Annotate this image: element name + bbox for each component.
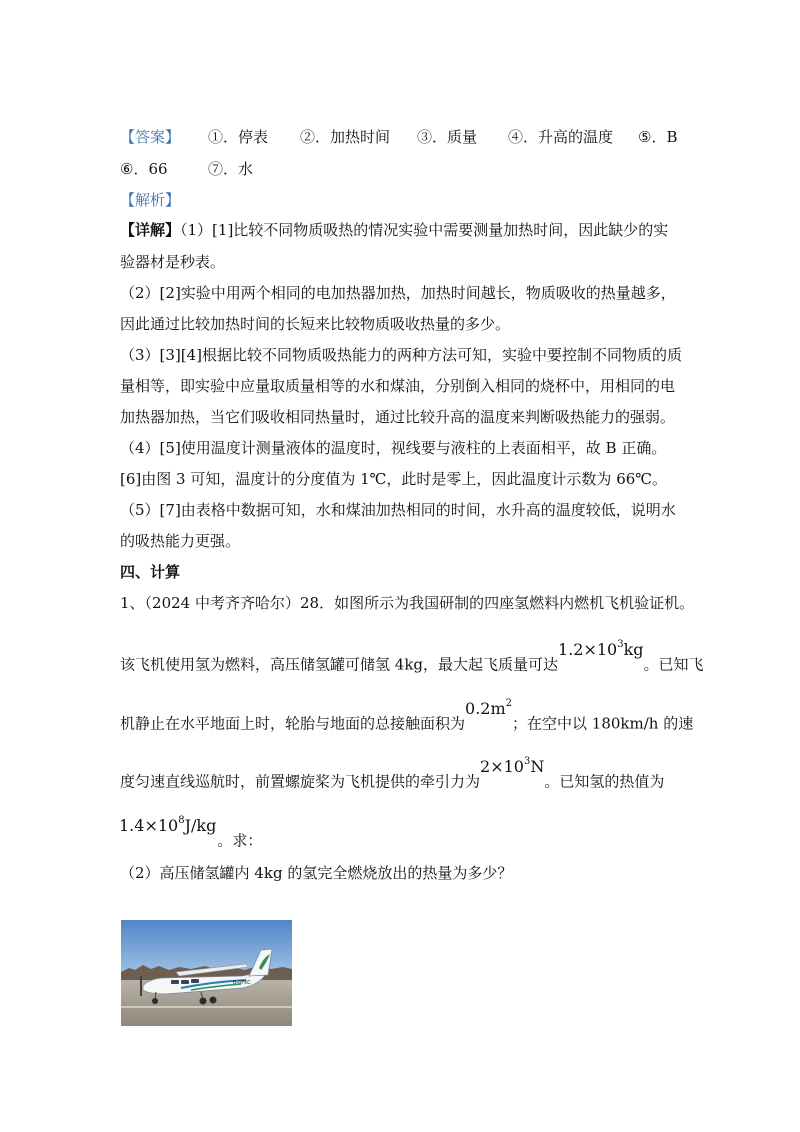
answer-item-4: ④．升高的温度 bbox=[508, 128, 614, 146]
detail-line-10: （5）[7]由表格中数据可知，水和煤油加热相同的时间，水升高的温度较低，说明水 bbox=[120, 501, 676, 519]
detail-line-6: 量相等，即实验中应量取质量相等的水和煤油，分别倒入相同的烧杯中，用相同的电 bbox=[120, 377, 676, 395]
answer-line-2 bbox=[120, 158, 690, 180]
problem-text: 机静止在水平地面上时，轮胎与地面的总接触面积为 bbox=[120, 714, 466, 733]
answer-item-2: ②．加热时间 bbox=[300, 128, 391, 146]
detail-line-8: （4）[5]使用温度计测量液体的温度时，视线要与液柱的上表面相平，故 B 正确。 bbox=[120, 439, 667, 457]
detail-line-4: 因此通过比较加热时间的长短来比较物质吸收热量的多少。 bbox=[120, 315, 511, 333]
detail-text: （1）[1]比较不同物质吸热的情况实验中需要测量加热时间，因此缺少的实 bbox=[180, 221, 669, 239]
problem-text: 。已知氢的热值为 bbox=[544, 772, 665, 791]
answer-label: 【答案】 bbox=[120, 128, 181, 146]
detail-line-2: 验器材是秒表。 bbox=[120, 253, 226, 271]
problem-text: 。求： bbox=[217, 831, 263, 850]
problem-text: 。已知飞 bbox=[643, 655, 704, 674]
problem-text: 该飞机使用氢为燃料，高压储氢罐可储氢 4kg，最大起飞质量可达 bbox=[120, 655, 559, 674]
answer-item-6: ⑥．66 bbox=[120, 160, 168, 178]
detail-line-11: 的吸热能力更强。 bbox=[120, 532, 241, 550]
problem-text: 度匀速直线巡航时，前置螺旋桨为飞机提供的牵引力为 bbox=[120, 772, 481, 791]
detail-line-9: [6]由图 3 可知，温度计的分度值为 1℃，此时是零上，因此温度计示数为 66℃。 bbox=[120, 470, 668, 488]
force-formula: $2\times 10^3N$ bbox=[480, 756, 545, 777]
problem-line-4 bbox=[120, 756, 690, 792]
answer-item-5: ⑤．B bbox=[638, 128, 678, 146]
section-title: 四、计算 bbox=[120, 563, 181, 581]
problem-line-5 bbox=[119, 815, 690, 851]
area-formula: $0.2m^2$ bbox=[465, 698, 513, 719]
detail-line-3: （2）[2]实验中用两个相同的电加热器加热，加热时间越长，物质吸收的热量越多， bbox=[120, 284, 676, 302]
answer-line bbox=[120, 126, 690, 148]
detail-line-1 bbox=[120, 219, 690, 241]
mass-formula: $1.2\times 10^3kg$ bbox=[558, 639, 644, 660]
aircraft-photo bbox=[121, 920, 292, 1026]
heat-value-formula: $1.4\times 10^8J/kg$ bbox=[119, 815, 217, 836]
detail-line-7: 加热器加热，当它们吸收相同热量时，通过比较升高的温度来判断吸热能力的强弱。 bbox=[120, 408, 676, 426]
detail-label: 【详解】 bbox=[120, 221, 181, 239]
answer-item-3: ③．质量 bbox=[417, 128, 478, 146]
problem-line-3 bbox=[120, 698, 694, 734]
aircraft-registration: B-0FKC bbox=[233, 980, 251, 986]
question-2: （2）高压储氢罐内 4kg 的氢完全燃烧放出的热量为多少？ bbox=[120, 864, 513, 882]
answer-item-7: ⑦．水 bbox=[208, 160, 254, 178]
detail-line-5: （3）[3][4]根据比较不同物质吸热能力的两种方法可知，实验中要控制不同物质的质 bbox=[120, 346, 683, 364]
answer-item-1: ①．停表 bbox=[208, 128, 269, 146]
analysis-label: 【解析】 bbox=[120, 191, 181, 209]
problem-text: ；在空中以 180km/h 的速 bbox=[512, 714, 694, 733]
problem-line-2 bbox=[120, 639, 704, 675]
problem-line-1: 1、（2024 中考齐齐哈尔）28．如图所示为我国研制的四座氢燃料内燃机飞机验证机。 bbox=[120, 594, 695, 612]
